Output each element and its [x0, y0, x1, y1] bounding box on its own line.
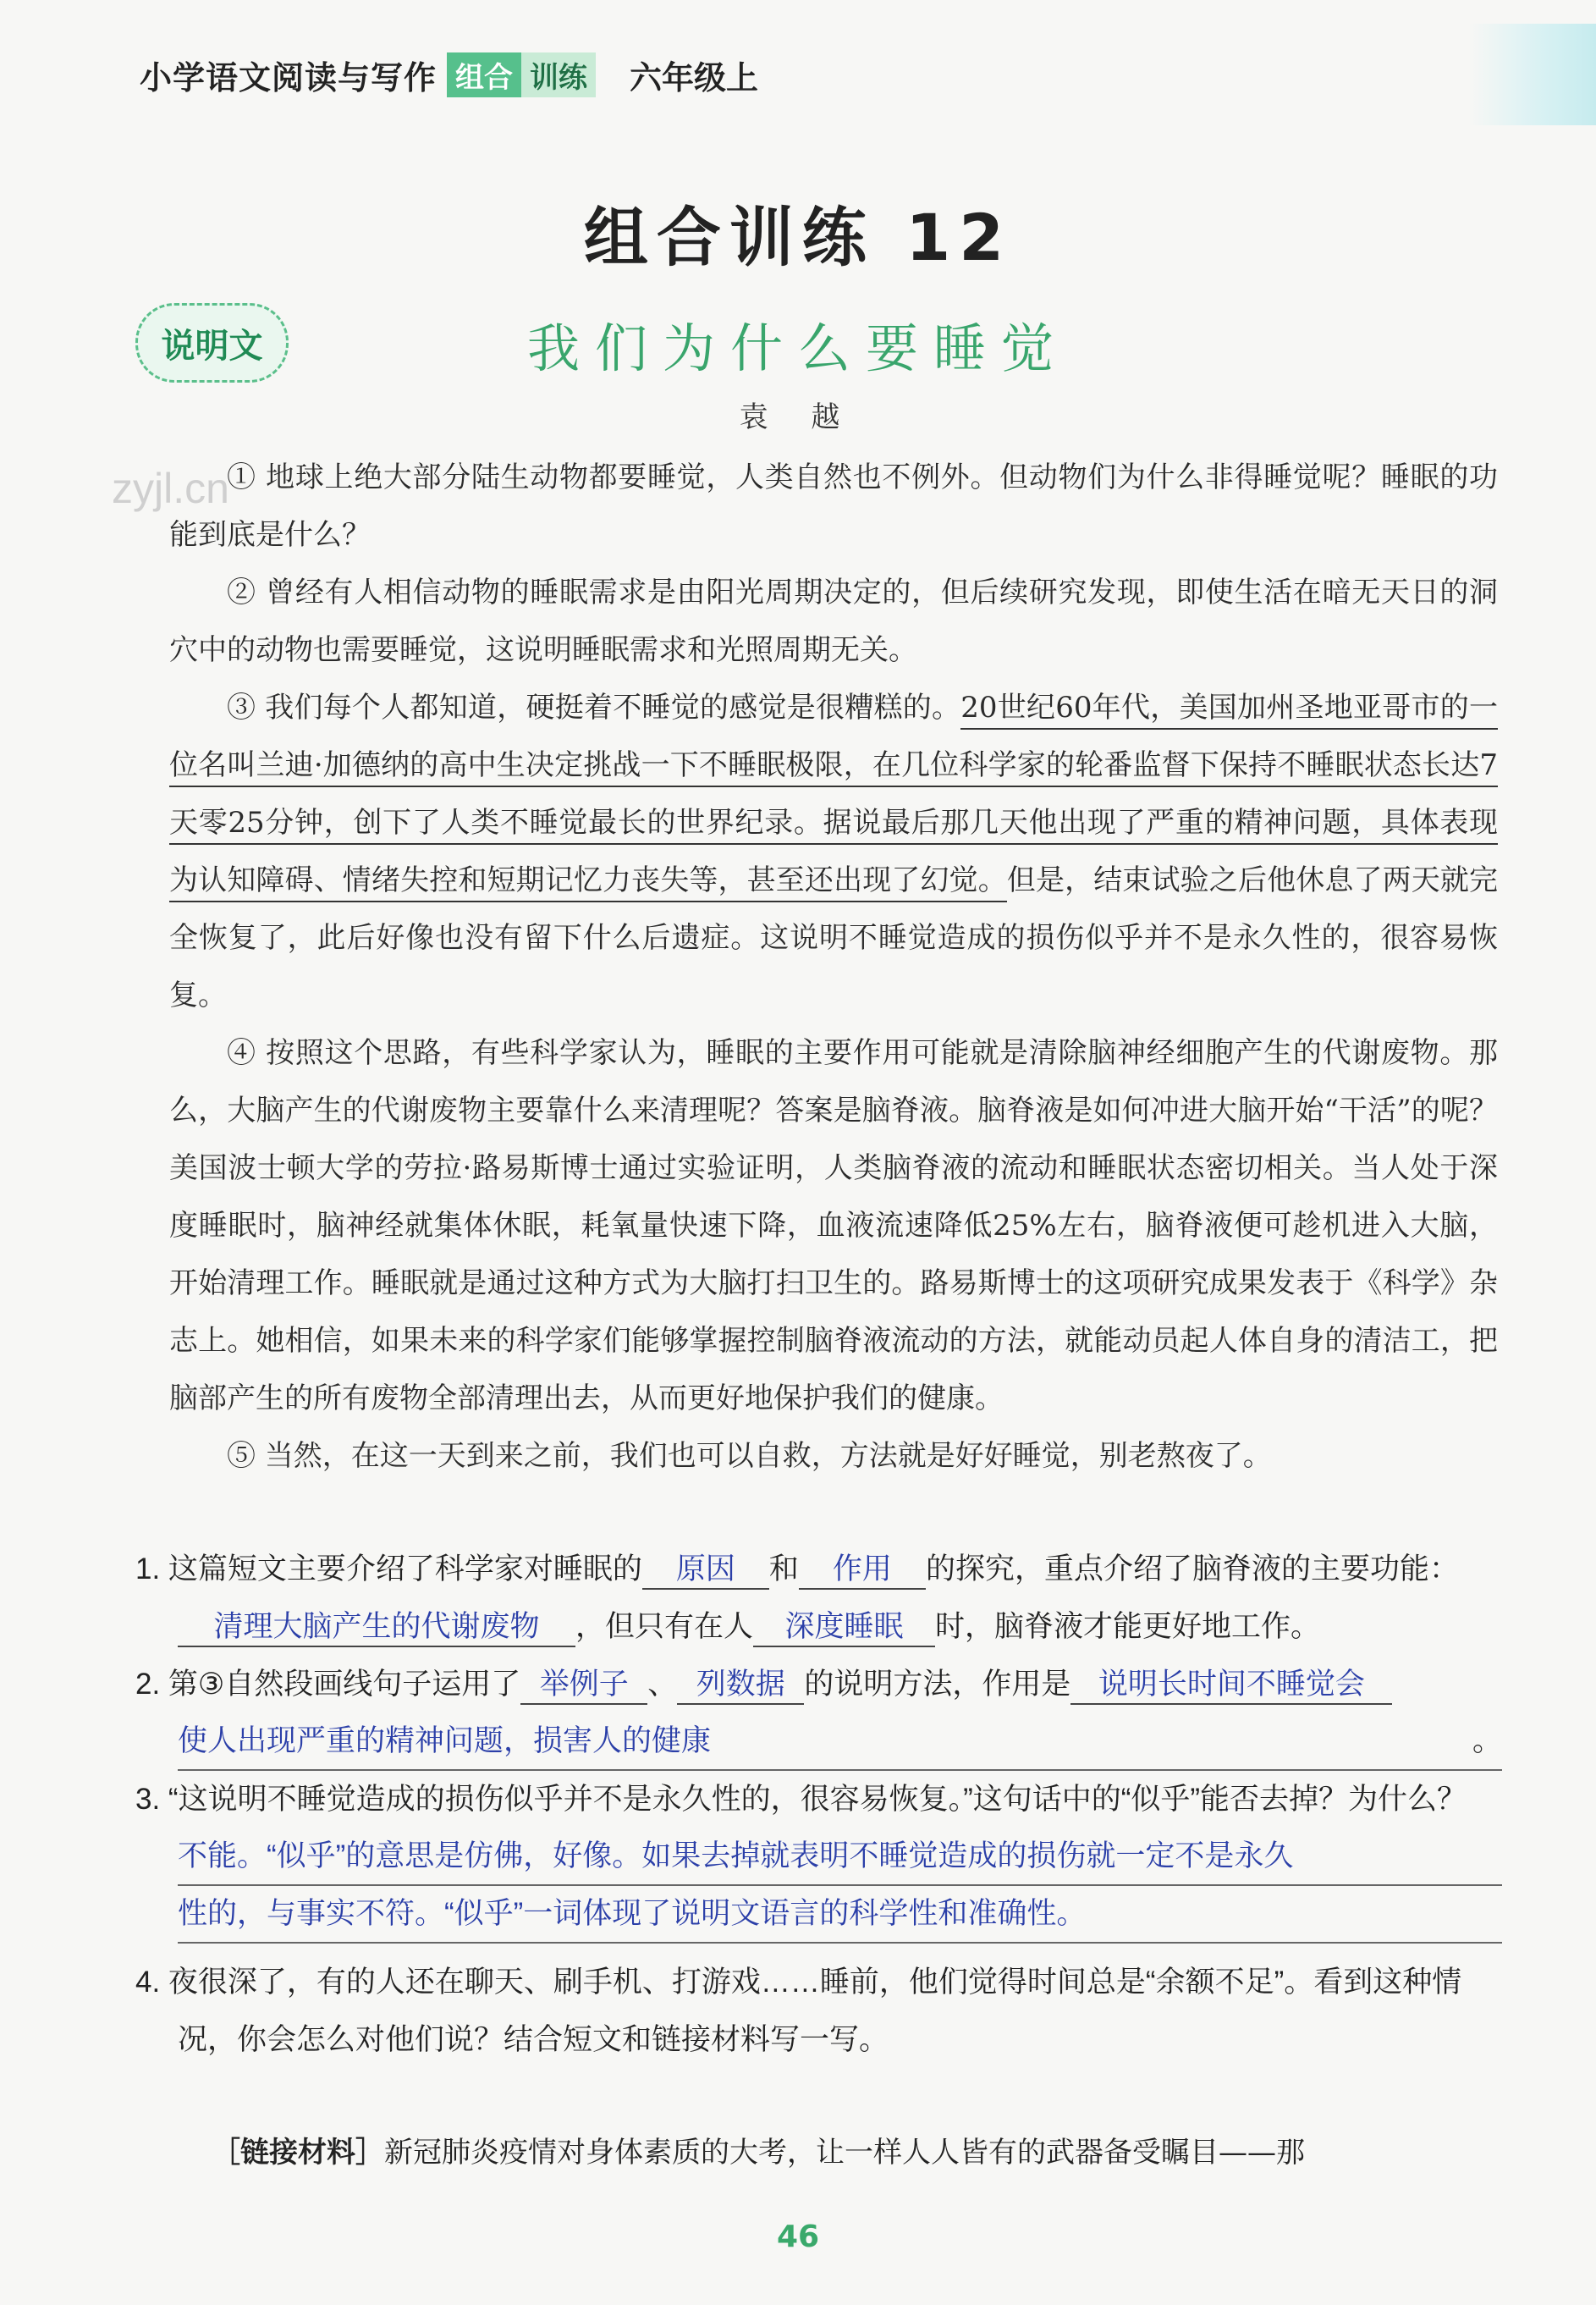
article-title: 我们为什么要睡觉	[526, 317, 1069, 379]
answer-text-q2: 使人出现严重的精神问题，损害人的健康	[178, 1724, 712, 1757]
page-title: 组合训练 12	[583, 200, 1013, 275]
paragraph-5: ⑤ 当然，在这一天到来之前，我们也可以自救，方法就是好好睡觉，别老熬夜了。	[227, 1439, 1272, 1473]
paragraph-3-end: 但是，结束试验之后他休息了两天就完全恢复了，此后好像也没有留下什么后遗症。这说明不睡觉造成的损伤似乎并不是永久性的，很容易恢复。	[169, 863, 1499, 1012]
answer-line-q3-1[interactable]: 不能。“似乎”的意思是仿佛，好像。如果去掉就表明不睡觉造成的损伤就一定不是永久	[178, 1828, 1502, 1886]
question-1-text-e: 时，脑脊液才能更好地工作。	[935, 1610, 1321, 1643]
answer-blank-7[interactable]: 说明长时间不睡觉会	[1070, 1666, 1392, 1705]
answer-blank-4[interactable]: 深度睡眠	[753, 1608, 935, 1647]
question-4: 4. 夜很深了，有的人还在聊天、刷手机、打游戏……睡前，他们觉得时间总是“余额不足”。看到这种情况，你会怎么对他们说？结合短文和链接材料写一写。	[135, 1966, 1462, 2056]
answer-line-q3-2[interactable]: 性的，与事实不符。“似乎”一词体现了说明文语言的科学性和准确性。	[178, 1886, 1502, 1944]
question-1-text-c: 的探究，重点介绍了脑脊液的主要功能：	[925, 1552, 1459, 1585]
watermark: zyjl.cn	[112, 465, 229, 512]
questions-section	[135, 1541, 1502, 2069]
paragraph-3	[169, 679, 1498, 1024]
grade-label: 六年级上	[630, 58, 759, 97]
question-1-text-d: ，但只有在人	[575, 1610, 754, 1643]
question-1-text-b: 和	[768, 1552, 799, 1585]
question-2-text-b: 、	[647, 1668, 678, 1701]
paragraph-3-intro: ③ 我们每个人都知道，硬挺着不睡觉的感觉是很糟糕的。	[227, 691, 961, 725]
question-2	[135, 1656, 1502, 1713]
link-material	[212, 2131, 1502, 2174]
tag-combo: 组合	[447, 52, 521, 97]
answer-blank-5[interactable]: 举例子	[520, 1666, 647, 1705]
underlined-sentence: 20世纪60年代，美国加州圣地亚哥市的一位名叫兰迪·加德纳的高中生决定挑战一下不睡眠极限，在几位科学家的轮番监督下保持不睡眠状态长达7天零25分钟，创下了人类不睡觉最长的世界纪录。据说最后那几天他出现了严重的精神问题，具体表现为认知障碍、情绪失控和短期记忆力丧失等，甚至还出现了幻觉。	[169, 691, 1498, 902]
page-number: 46	[776, 2220, 820, 2254]
paragraph-1: ① 地球上绝大部分陆生动物都要睡觉，人类自然也不例外。但动物们为什么非得睡觉呢？睡眠的功能到底是什么？	[169, 460, 1498, 552]
book-title: 小学语文阅读与写作	[140, 58, 438, 97]
answer-blank-6[interactable]: 列数据	[677, 1666, 804, 1705]
question-1	[135, 1541, 1502, 1656]
paragraph-4: ④ 按照这个思路，有些科学家认为，睡眠的主要作用可能就是清除脑神经细胞产生的代谢废物。那么，大脑产生的代谢废物主要靠什么来清理呢？答案是脑脊液。脑脊液是如何冲进大脑开始“干活”的呢？美国波士顿大学的劳拉·路易斯博士通过实验证明，人类脑脊液的流动和睡眠状态密切相关。当人处于深度睡眠时，脑神经就集体休眠，耗氧量快速下降，血液流速降低25%左右，脑脊液便可趁机进入大脑，开始清理工作。睡眠就是通过这种方式为大脑打扫卫生的。路易斯博士的这项研究成果发表于《科学》杂志上。她相信，如果未来的科学家们能够掌握控制脑脊液流动的方法，就能动员起人体自身的清洁工，把脑部产生的所有废物全部清理出去，从而更好地保护我们的健康。	[169, 1036, 1498, 1415]
corner-decoration	[1469, 24, 1596, 125]
answer-blank-2[interactable]: 作用	[799, 1551, 926, 1590]
paragraph-2: ② 曾经有人相信动物的睡眠需求是由阳光周期决定的，但后续研究发现，即使生活在暗无天日的洞穴中的动物也需要睡觉，这说明睡眠需求和光照周期无关。	[169, 576, 1498, 667]
genre-badge: 说明文	[135, 303, 289, 383]
answer-blank-1[interactable]: 原因	[642, 1551, 769, 1590]
tag-train: 训练	[521, 52, 596, 97]
article-body	[169, 449, 1498, 1485]
answer-line-q2[interactable]	[178, 1713, 1502, 1771]
question-2-end: 。	[1472, 1724, 1502, 1757]
link-material-label: ［链接材料］	[212, 2137, 384, 2169]
page-header	[140, 49, 758, 100]
link-material-text: 新冠肺炎疫情对身体素质的大考，让一样人人皆有的武器备受瞩目——那	[384, 2136, 1305, 2170]
article-author: 袁 越	[739, 400, 857, 434]
question-2-text-c: 的说明方法，作用是	[804, 1668, 1071, 1701]
question-3: 3. “这说明不睡觉造成的损伤似乎并不是永久性的，很容易恢复。”这句话中的“似乎”能否去掉？为什么？	[135, 1783, 1467, 1816]
question-2-text-a: 2. 第③自然段画线句子运用了	[135, 1668, 521, 1701]
answer-blank-3[interactable]: 清理大脑产生的代谢废物	[178, 1608, 575, 1647]
question-1-text-a: 1. 这篇短文主要介绍了科学家对睡眠的	[135, 1552, 642, 1585]
